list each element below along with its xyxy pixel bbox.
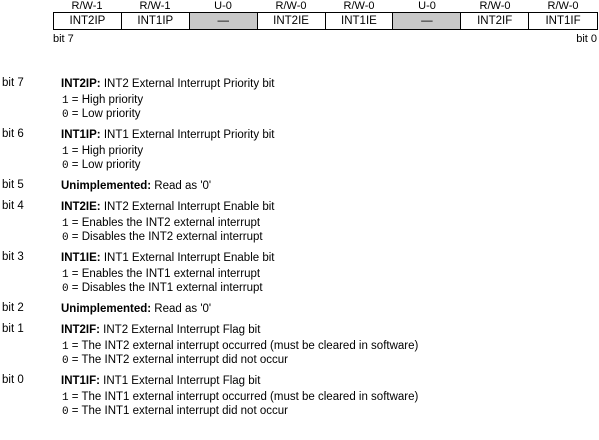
bit-value-line	[62, 340, 599, 354]
bit-value-line	[62, 94, 599, 108]
bit-field: INT1IP	[122, 13, 190, 29]
bit-name: Unimplemented:	[61, 180, 152, 192]
bit-range-labels	[53, 33, 597, 45]
bit-value-meaning: = High priority	[68, 145, 144, 157]
bit-value: 1	[62, 392, 69, 404]
bit-description	[0, 77, 599, 122]
bit-descriptions	[0, 77, 599, 425]
bit-description-heading	[61, 302, 599, 317]
bit-description	[0, 200, 599, 245]
bit-value-meaning: = The INT2 external interrupt did not occur	[68, 354, 288, 366]
access-cell: R/W-0	[275, 0, 307, 12]
bit-value-line	[62, 405, 599, 419]
bit-description-heading	[61, 200, 599, 215]
bit-value-meaning: = Disables the INT2 external interrupt	[68, 231, 263, 243]
bit-summary: INT1 External Interrupt Flag bit	[99, 375, 261, 387]
bit-summary: Read as '0'	[151, 303, 212, 315]
bit-name: Unimplemented:	[61, 303, 152, 315]
bit-value: 1	[62, 146, 69, 158]
register-diagram	[53, 0, 598, 45]
access-cell: U-0	[214, 0, 232, 12]
bit-value-line	[62, 391, 599, 405]
bit-value-line	[62, 354, 599, 368]
bit-field-unimplemented: —	[190, 13, 258, 29]
bit-name: INT1IE:	[61, 252, 101, 264]
bit-summary: INT2 External Interrupt Flag bit	[99, 324, 261, 336]
bit-field: INT2IE	[258, 13, 326, 29]
bit-description	[0, 179, 599, 194]
bit-value: 0	[62, 406, 69, 418]
bit-description-heading	[61, 251, 599, 266]
lsb-label: bit 0	[576, 33, 597, 45]
bit-value-meaning: = High priority	[68, 94, 144, 106]
bit-name: INT1IP:	[61, 129, 101, 141]
bit-field: INT2IP	[54, 13, 122, 29]
bit-number-label: bit 5	[2, 179, 24, 191]
bit-value: 0	[62, 160, 69, 172]
bit-field: INT1IE	[326, 13, 394, 29]
bit-value-line	[62, 268, 599, 282]
bit-description-heading	[61, 128, 599, 143]
bit-value-meaning: = The INT1 external interrupt did not occur	[68, 405, 288, 417]
bit-description	[0, 323, 599, 368]
bit-value-meaning: = The INT1 external interrupt occurred (must be cleared in software)	[68, 391, 419, 403]
bit-field-unimplemented: —	[393, 13, 461, 29]
bit-number-label: bit 1	[2, 323, 24, 335]
bit-number-label: bit 0	[2, 374, 24, 386]
bit-description	[0, 128, 599, 173]
bit-value-meaning: = Low priority	[68, 159, 141, 171]
bit-summary: INT2 External Interrupt Priority bit	[100, 78, 275, 90]
bit-value: 0	[62, 355, 69, 367]
bit-value: 1	[62, 269, 69, 281]
bit-value: 0	[62, 109, 69, 121]
bit-description-heading	[61, 179, 599, 194]
access-cell: R/W-1	[139, 0, 171, 12]
msb-label: bit 7	[53, 33, 74, 45]
bit-description	[0, 374, 599, 419]
bit-summary: INT1 External Interrupt Enable bit	[100, 252, 275, 264]
bit-value-meaning: = Disables the INT1 external interrupt	[68, 282, 263, 294]
access-cell: R/W-0	[479, 0, 511, 12]
access-cell: R/W-0	[343, 0, 375, 12]
bit-summary: INT2 External Interrupt Enable bit	[100, 201, 275, 213]
bit-value-meaning: = Low priority	[68, 108, 141, 120]
bit-name: INT2IF:	[61, 324, 100, 336]
access-cell: R/W-0	[547, 0, 579, 12]
bit-value: 1	[62, 218, 69, 230]
bit-field: INT2IF	[461, 13, 529, 29]
bit-value-line	[62, 145, 599, 159]
bit-value-line	[62, 159, 599, 173]
bit-name: INT1IF:	[61, 375, 100, 387]
bit-value: 1	[62, 95, 69, 107]
bit-description-heading	[61, 374, 599, 389]
bit-value-line	[62, 282, 599, 296]
bit-value-meaning: = The INT2 external interrupt occurred (must be cleared in software)	[68, 340, 419, 352]
bit-description	[0, 302, 599, 317]
bit-number-label: bit 6	[2, 128, 24, 140]
bit-number-label: bit 2	[2, 302, 24, 314]
bit-summary: Read as '0'	[151, 180, 212, 192]
bit-description-heading	[61, 77, 599, 92]
bit-value-line	[62, 108, 599, 122]
bit-value-meaning: = Enables the INT2 external interrupt	[68, 217, 261, 229]
bit-value: 1	[62, 341, 69, 353]
bit-value-meaning: = Enables the INT1 external interrupt	[68, 268, 261, 280]
bit-description	[0, 251, 599, 296]
bit-value: 0	[62, 283, 69, 295]
access-cell: U-0	[418, 0, 436, 12]
bit-value: 0	[62, 232, 69, 244]
bit-name: INT2IP:	[61, 78, 101, 90]
bit-fields-row	[53, 12, 598, 30]
bit-name: INT2IE:	[61, 201, 101, 213]
bit-field: INT1IF	[545, 15, 581, 27]
bit-number-label: bit 7	[2, 77, 24, 89]
bit-value-line	[62, 217, 599, 231]
bit-description-heading	[61, 323, 599, 338]
bit-number-label: bit 4	[2, 200, 24, 212]
access-row	[53, 0, 598, 12]
access-cell: R/W-1	[71, 0, 103, 12]
bit-number-label: bit 3	[2, 251, 24, 263]
bit-value-line	[62, 231, 599, 245]
bit-summary: INT1 External Interrupt Priority bit	[100, 129, 275, 141]
